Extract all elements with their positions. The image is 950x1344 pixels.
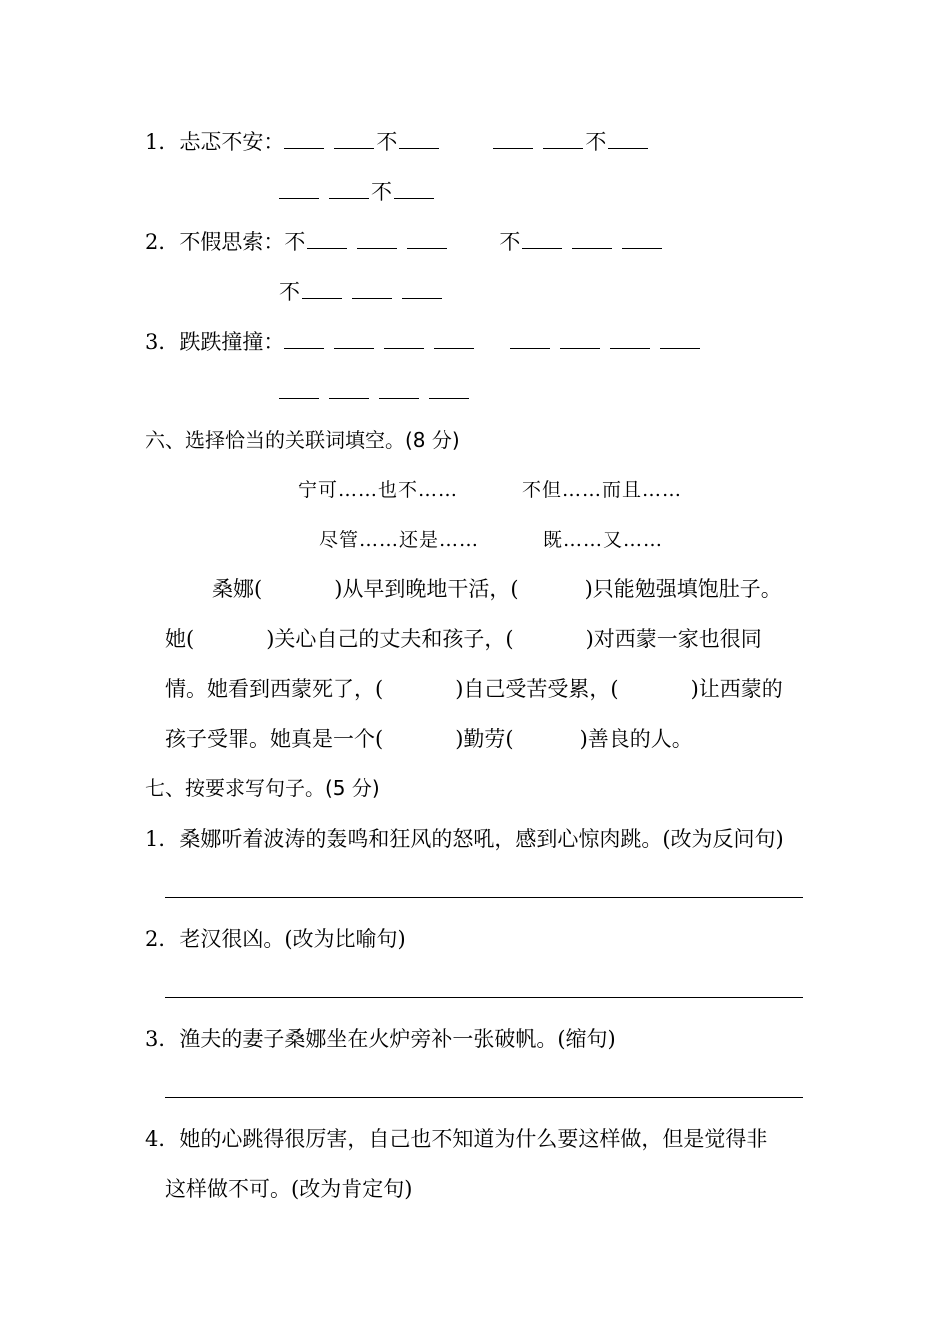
blank[interactable] — [357, 228, 397, 249]
passage-text: )从早到晚地干活，( — [334, 577, 519, 601]
blank[interactable] — [402, 278, 442, 299]
connector-text: 不 — [585, 130, 607, 154]
blank[interactable] — [622, 228, 662, 249]
blank[interactable] — [560, 328, 600, 349]
blank[interactable] — [407, 228, 447, 249]
connector-text: 不 — [376, 130, 398, 154]
answer-line-3[interactable] — [165, 1097, 803, 1098]
passage-text: )让西蒙的 — [690, 677, 783, 701]
blank[interactable] — [660, 328, 700, 349]
blank[interactable] — [394, 178, 434, 199]
s7-q2: 2．老汉很凶。(改为比喻句) — [145, 927, 406, 951]
s7-q1: 1．桑娜听着波涛的轰鸣和狂风的怒吼，感到心惊肉跳。(改为反问句) — [145, 827, 784, 851]
q1-row1 — [145, 128, 648, 156]
q1-row2 — [279, 178, 434, 206]
passage-line-3 — [165, 675, 783, 703]
blank[interactable] — [399, 128, 439, 149]
option-1: 宁可……也不…… — [298, 479, 459, 501]
blank[interactable] — [302, 278, 342, 299]
s7-q4-line2: 这样做不可。(改为肯定句) — [165, 1177, 413, 1201]
blank[interactable] — [493, 128, 533, 149]
blank[interactable] — [279, 178, 319, 199]
passage-text: 情。她看到西蒙死了，( — [165, 677, 384, 701]
option-2: 不但……而且…… — [522, 479, 683, 501]
blank[interactable] — [608, 128, 648, 149]
passage-text: )自己受苦受累，( — [455, 677, 619, 701]
q2-row2 — [279, 278, 442, 306]
option-4: 既……又…… — [543, 529, 664, 551]
connector-text: 不 — [499, 230, 521, 254]
passage-text: 她( — [165, 627, 195, 651]
passage-line-2 — [165, 625, 762, 653]
connector-text: 不 — [279, 280, 300, 304]
blank[interactable] — [352, 278, 392, 299]
blank[interactable] — [429, 378, 469, 399]
blank[interactable] — [279, 378, 319, 399]
passage-text: 孩子受罪。她真是一个( — [165, 727, 384, 751]
blank[interactable] — [329, 178, 369, 199]
blank[interactable] — [610, 328, 650, 349]
blank[interactable] — [284, 128, 324, 149]
q3-row1 — [145, 328, 700, 356]
blank[interactable] — [307, 228, 347, 249]
option-3: 尽管……还是…… — [319, 529, 480, 551]
blank[interactable] — [572, 228, 612, 249]
blank[interactable] — [334, 328, 374, 349]
blank[interactable] — [522, 228, 562, 249]
s7-q3: 3．渔夫的妻子桑娜坐在火炉旁补一张破帆。(缩句) — [145, 1027, 616, 1051]
q2-row1 — [145, 228, 662, 256]
blank[interactable] — [329, 378, 369, 399]
passage-text: 桑娜( — [212, 577, 263, 601]
connector-text: 不 — [371, 180, 392, 204]
q2-number: 2． — [145, 230, 180, 254]
passage-line-4 — [165, 725, 693, 753]
q1-number: 1． — [145, 130, 180, 154]
q3-row2 — [279, 378, 469, 406]
blank[interactable] — [334, 128, 374, 149]
passage-text: )只能勉强填饱肚子。 — [584, 577, 782, 601]
passage-text: )关心自己的丈夫和孩子，( — [266, 627, 514, 651]
blank[interactable] — [379, 378, 419, 399]
s7-q4-line1: 4．她的心跳得很厉害，自己也不知道为什么要这样做，但是觉得非 — [145, 1127, 768, 1151]
q2-label: 不假思索： — [179, 230, 285, 254]
passage-text: )善良的人。 — [579, 727, 693, 751]
q3-number: 3． — [145, 330, 180, 354]
section6-title: 六、选择恰当的关联词填空。(8 分) — [145, 428, 460, 452]
passage-line-1 — [212, 575, 782, 603]
section7-title: 七、按要求写句子。(5 分) — [145, 776, 380, 800]
q3-label: 跌跌撞撞： — [179, 330, 285, 354]
connector-text: 不 — [284, 230, 306, 254]
answer-line-1[interactable] — [165, 897, 803, 898]
passage-text: )对西蒙一家也很同 — [585, 627, 762, 651]
blank[interactable] — [434, 328, 474, 349]
answer-line-2[interactable] — [165, 997, 803, 998]
passage-text: )勤劳( — [455, 727, 514, 751]
blank[interactable] — [284, 328, 324, 349]
blank[interactable] — [510, 328, 550, 349]
blank[interactable] — [543, 128, 583, 149]
q1-label: 忐忑不安： — [179, 130, 285, 154]
blank[interactable] — [384, 328, 424, 349]
